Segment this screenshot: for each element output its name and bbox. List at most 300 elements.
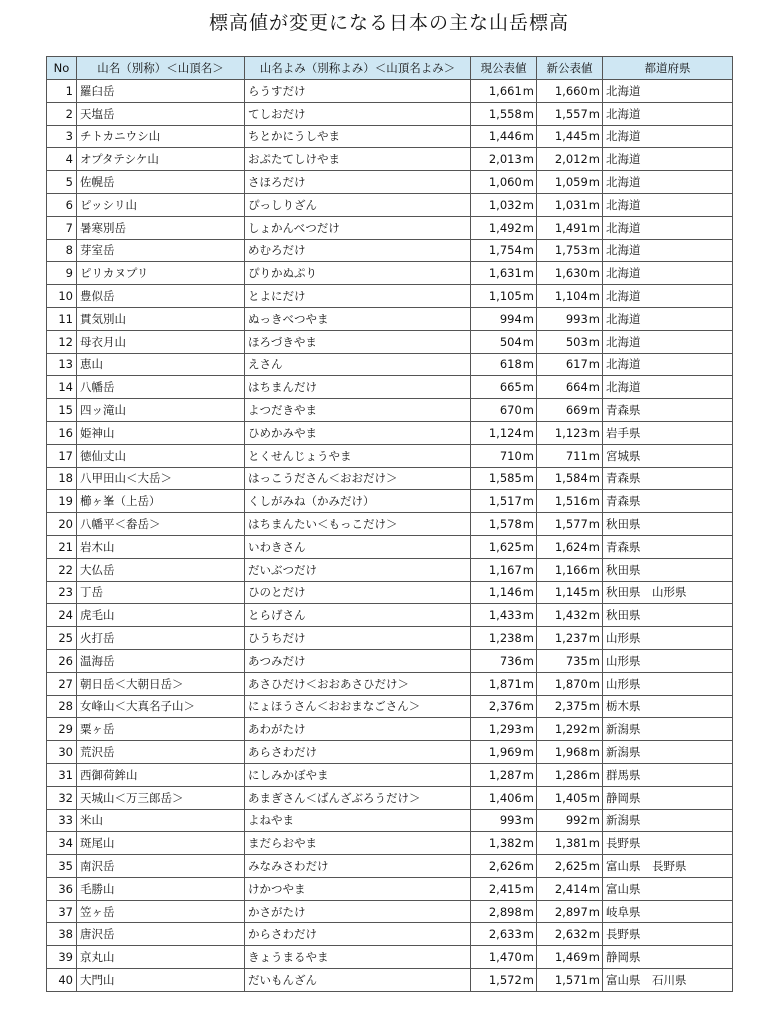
unit-label: m <box>588 334 600 349</box>
current-elevation <box>471 444 537 467</box>
table-row <box>47 148 733 171</box>
prefecture: 新潟県 <box>603 741 733 764</box>
row-no: 6 <box>47 193 77 216</box>
current-elevation <box>471 421 537 444</box>
new-elevation-value: 1,577 <box>554 517 588 532</box>
current-elevation <box>471 148 537 171</box>
table-row <box>47 125 733 148</box>
row-no: 7 <box>47 216 77 239</box>
mountain-name: 唐沢岳 <box>77 923 245 946</box>
unit-label: m <box>522 562 534 577</box>
table-row <box>47 376 733 399</box>
unit-label: m <box>588 220 600 235</box>
unit-label: m <box>522 858 534 873</box>
table-row <box>47 330 733 353</box>
mountain-name: 徳仙丈山 <box>77 444 245 467</box>
mountain-reading: あわがたけ <box>245 718 471 741</box>
mountain-reading: あつみだけ <box>245 649 471 672</box>
unit-label: m <box>588 790 600 805</box>
current-elevation <box>471 877 537 900</box>
unit-label: m <box>522 836 534 851</box>
current-elevation <box>471 467 537 490</box>
prefecture: 山形県 <box>603 627 733 650</box>
current-elevation-value: 1,287 <box>488 767 522 782</box>
new-elevation <box>537 535 603 558</box>
row-no: 35 <box>47 855 77 878</box>
unit-label: m <box>588 972 600 987</box>
prefecture: 秋田県 <box>603 604 733 627</box>
unit-label: m <box>522 243 534 258</box>
current-elevation-value: 710 <box>499 448 522 463</box>
table-row <box>47 102 733 125</box>
current-elevation <box>471 171 537 194</box>
table-row <box>47 946 733 969</box>
row-no: 25 <box>47 627 77 650</box>
prefecture: 新潟県 <box>603 809 733 832</box>
table-row <box>47 604 733 627</box>
mountain-name: 天塩岳 <box>77 102 245 125</box>
new-elevation <box>537 399 603 422</box>
unit-label: m <box>588 129 600 144</box>
row-no: 16 <box>47 421 77 444</box>
mountain-name: ピッシリ山 <box>77 193 245 216</box>
mountain-name: 女峰山＜大真名子山＞ <box>77 695 245 718</box>
mountain-name: 羅臼岳 <box>77 80 245 103</box>
current-elevation <box>471 832 537 855</box>
mountain-name: 姫神山 <box>77 421 245 444</box>
row-no: 14 <box>47 376 77 399</box>
mountain-reading: えさん <box>245 353 471 376</box>
row-no: 31 <box>47 763 77 786</box>
prefecture: 静岡県 <box>603 946 733 969</box>
prefecture: 富山県 石川県 <box>603 969 733 992</box>
table-row <box>47 786 733 809</box>
current-elevation <box>471 809 537 832</box>
unit-label: m <box>522 175 534 190</box>
mountain-name: 豊似岳 <box>77 285 245 308</box>
header-name: 山名（別称）＜山頂名＞ <box>77 57 245 80</box>
mountain-name: 温海岳 <box>77 649 245 672</box>
unit-label: m <box>588 767 600 782</box>
mountain-reading: ちとかにうしやま <box>245 125 471 148</box>
mountain-name: 荒沢岳 <box>77 741 245 764</box>
mountain-name: ピリカヌプリ <box>77 262 245 285</box>
unit-label: m <box>588 585 600 600</box>
prefecture: 岩手県 <box>603 421 733 444</box>
mountain-reading: いわきさん <box>245 535 471 558</box>
mountain-name: 大門山 <box>77 969 245 992</box>
row-no: 4 <box>47 148 77 171</box>
current-elevation-value: 1,167 <box>488 562 522 577</box>
prefecture: 長野県 <box>603 832 733 855</box>
new-elevation-value: 1,123 <box>554 425 588 440</box>
current-elevation <box>471 627 537 650</box>
unit-label: m <box>588 539 600 554</box>
unit-label: m <box>588 631 600 646</box>
current-elevation <box>471 604 537 627</box>
current-elevation-value: 1,969 <box>488 745 522 759</box>
unit-label: m <box>522 881 534 896</box>
mountain-reading: あさひだけ＜おおあさひだけ＞ <box>245 672 471 695</box>
unit-label: m <box>588 608 600 623</box>
row-no: 1 <box>47 80 77 103</box>
mountain-reading: はちまんたい＜もっこだけ＞ <box>245 513 471 536</box>
unit-label: m <box>522 699 534 714</box>
mountain-reading: らうすだけ <box>245 80 471 103</box>
row-no: 9 <box>47 262 77 285</box>
mountain-name: チトカニウシ山 <box>77 125 245 148</box>
table-row <box>47 216 733 239</box>
unit-label: m <box>588 106 600 121</box>
new-elevation <box>537 809 603 832</box>
current-elevation <box>471 80 537 103</box>
current-elevation <box>471 946 537 969</box>
new-elevation <box>537 513 603 536</box>
new-elevation-value: 1,753 <box>554 243 588 258</box>
current-elevation <box>471 558 537 581</box>
current-elevation-value: 1,238 <box>488 631 522 646</box>
row-no: 32 <box>47 786 77 809</box>
new-elevation-value: 1,491 <box>554 220 588 235</box>
new-elevation <box>537 102 603 125</box>
mountain-reading: ぴっしりざん <box>245 193 471 216</box>
new-elevation-value: 1,630 <box>554 266 588 281</box>
new-elevation <box>537 855 603 878</box>
prefecture: 北海道 <box>603 148 733 171</box>
new-elevation <box>537 80 603 103</box>
unit-label: m <box>522 197 534 212</box>
new-elevation <box>537 786 603 809</box>
new-elevation-value: 617 <box>565 357 588 372</box>
current-elevation-value: 665 <box>499 380 522 395</box>
new-elevation <box>537 353 603 376</box>
prefecture: 北海道 <box>603 239 733 262</box>
new-elevation-value: 1,557 <box>554 106 588 121</box>
mountain-name: 毛勝山 <box>77 877 245 900</box>
mountain-reading: よつだきやま <box>245 399 471 422</box>
table-row <box>47 467 733 490</box>
unit-label: m <box>522 722 534 737</box>
unit-label: m <box>522 83 534 98</box>
current-elevation <box>471 513 537 536</box>
current-elevation <box>471 102 537 125</box>
mountain-reading: ぬっきべつやま <box>245 307 471 330</box>
unit-label: m <box>588 745 600 759</box>
mountain-reading: さほろだけ <box>245 171 471 194</box>
mountain-reading: だいもんざん <box>245 969 471 992</box>
mountain-reading: かさがたけ <box>245 900 471 923</box>
table-row <box>47 535 733 558</box>
current-elevation <box>471 239 537 262</box>
new-elevation-value: 2,897 <box>554 904 588 919</box>
new-elevation <box>537 421 603 444</box>
header-no: No <box>47 57 77 80</box>
unit-label: m <box>588 517 600 532</box>
row-no: 19 <box>47 490 77 513</box>
row-no: 34 <box>47 832 77 855</box>
unit-label: m <box>522 129 534 144</box>
table-row <box>47 513 733 536</box>
row-no: 12 <box>47 330 77 353</box>
prefecture: 長野県 <box>603 923 733 946</box>
new-elevation-value: 1,445 <box>554 129 588 144</box>
header-yomi: 山名よみ（別称よみ）＜山頂名よみ＞ <box>245 57 471 80</box>
prefecture: 富山県 長野県 <box>603 855 733 878</box>
table-row <box>47 969 733 992</box>
unit-label: m <box>522 745 534 759</box>
prefecture: 群馬県 <box>603 763 733 786</box>
table-row <box>47 399 733 422</box>
prefecture: 北海道 <box>603 307 733 330</box>
mountain-name: 四ッ滝山 <box>77 399 245 422</box>
table-row <box>47 627 733 650</box>
new-elevation-value: 1,469 <box>554 950 588 965</box>
table-row <box>47 809 733 832</box>
unit-label: m <box>522 152 534 167</box>
prefecture: 北海道 <box>603 262 733 285</box>
new-elevation-value: 2,375 <box>554 699 588 714</box>
unit-label: m <box>522 106 534 121</box>
mountain-name: 櫛ヶ峯（上岳） <box>77 490 245 513</box>
current-elevation <box>471 307 537 330</box>
new-elevation <box>537 262 603 285</box>
mountain-name: オプタテシケ山 <box>77 148 245 171</box>
table-row <box>47 262 733 285</box>
unit-label: m <box>588 403 600 418</box>
unit-label: m <box>588 197 600 212</box>
unit-label: m <box>522 357 534 372</box>
new-elevation-value: 1,516 <box>554 494 588 509</box>
mountain-name: 天城山＜万三郎岳＞ <box>77 786 245 809</box>
unit-label: m <box>522 471 534 486</box>
current-elevation-value: 1,871 <box>488 676 522 691</box>
mountain-reading: とくせんじょうやま <box>245 444 471 467</box>
prefecture: 青森県 <box>603 535 733 558</box>
current-elevation-value: 1,470 <box>488 950 522 965</box>
current-elevation <box>471 399 537 422</box>
prefecture: 北海道 <box>603 285 733 308</box>
mountain-name: 岩木山 <box>77 535 245 558</box>
current-elevation <box>471 376 537 399</box>
prefecture: 岐阜県 <box>603 900 733 923</box>
unit-label: m <box>588 813 600 828</box>
table-row <box>47 285 733 308</box>
table-row <box>47 193 733 216</box>
row-no: 20 <box>47 513 77 536</box>
current-elevation <box>471 969 537 992</box>
unit-label: m <box>522 539 534 554</box>
new-elevation <box>537 330 603 353</box>
table-row <box>47 307 733 330</box>
unit-label: m <box>588 357 600 372</box>
current-elevation-value: 1,492 <box>488 220 522 235</box>
current-elevation-value: 670 <box>499 403 522 418</box>
mountain-reading: てしおだけ <box>245 102 471 125</box>
unit-label: m <box>588 448 600 463</box>
prefecture: 北海道 <box>603 353 733 376</box>
current-elevation-value: 1,293 <box>488 722 522 737</box>
new-elevation <box>537 216 603 239</box>
unit-label: m <box>522 631 534 646</box>
unit-label: m <box>522 585 534 600</box>
unit-label: m <box>588 266 600 281</box>
header-prefecture: 都道府県 <box>603 57 733 80</box>
current-elevation-value: 2,633 <box>488 927 522 942</box>
current-elevation <box>471 786 537 809</box>
row-no: 15 <box>47 399 77 422</box>
unit-label: m <box>522 767 534 782</box>
row-no: 40 <box>47 969 77 992</box>
new-elevation-value: 2,012 <box>554 152 588 167</box>
prefecture: 秋田県 山形県 <box>603 581 733 604</box>
unit-label: m <box>588 699 600 714</box>
new-elevation-value: 2,414 <box>554 881 588 896</box>
mountain-reading: ひうちだけ <box>245 627 471 650</box>
new-elevation <box>537 627 603 650</box>
current-elevation-value: 618 <box>499 357 522 372</box>
current-elevation-value: 1,517 <box>488 494 522 509</box>
prefecture: 北海道 <box>603 125 733 148</box>
new-elevation-value: 1,968 <box>554 745 588 759</box>
unit-label: m <box>522 494 534 509</box>
new-elevation <box>537 376 603 399</box>
unit-label: m <box>522 220 534 235</box>
row-no: 18 <box>47 467 77 490</box>
unit-label: m <box>522 448 534 463</box>
new-elevation <box>537 900 603 923</box>
mountain-name: 大仏岳 <box>77 558 245 581</box>
mountain-name: 暑寒別岳 <box>77 216 245 239</box>
new-elevation-value: 1,660 <box>554 83 588 98</box>
new-elevation-value: 1,145 <box>554 585 588 600</box>
current-elevation <box>471 581 537 604</box>
current-elevation <box>471 193 537 216</box>
new-elevation-value: 992 <box>565 813 588 828</box>
mountain-reading: からさわだけ <box>245 923 471 946</box>
new-elevation-value: 1,624 <box>554 539 588 554</box>
table-row <box>47 741 733 764</box>
new-elevation-value: 1,237 <box>554 631 588 646</box>
current-elevation-value: 1,032 <box>488 197 522 212</box>
new-elevation <box>537 581 603 604</box>
prefecture: 静岡県 <box>603 786 733 809</box>
new-elevation-value: 1,381 <box>554 836 588 851</box>
unit-label: m <box>588 471 600 486</box>
unit-label: m <box>588 858 600 873</box>
current-elevation-value: 1,146 <box>488 585 522 600</box>
mountain-name: 西御荷鉾山 <box>77 763 245 786</box>
new-elevation-value: 1,104 <box>554 289 588 304</box>
prefecture: 山形県 <box>603 672 733 695</box>
unit-label: m <box>588 676 600 691</box>
unit-label: m <box>522 608 534 623</box>
unit-label: m <box>522 380 534 395</box>
prefecture: 青森県 <box>603 399 733 422</box>
mountain-reading: ひのとだけ <box>245 581 471 604</box>
unit-label: m <box>522 289 534 304</box>
current-elevation-value: 994 <box>499 311 522 326</box>
mountain-reading: はっこうださん＜おおだけ＞ <box>245 467 471 490</box>
current-elevation <box>471 490 537 513</box>
row-no: 11 <box>47 307 77 330</box>
mountain-reading: まだらおやま <box>245 832 471 855</box>
unit-label: m <box>588 904 600 919</box>
table-row <box>47 353 733 376</box>
new-elevation-value: 711 <box>565 448 588 463</box>
mountain-name: 恵山 <box>77 353 245 376</box>
new-elevation <box>537 307 603 330</box>
row-no: 28 <box>47 695 77 718</box>
prefecture: 富山県 <box>603 877 733 900</box>
prefecture: 北海道 <box>603 171 733 194</box>
current-elevation-value: 993 <box>499 813 522 828</box>
page-title: 標高値が変更になる日本の主な山岳標高 <box>208 12 569 34</box>
new-elevation <box>537 832 603 855</box>
row-no: 8 <box>47 239 77 262</box>
new-elevation <box>537 946 603 969</box>
table-row <box>47 80 733 103</box>
prefecture: 北海道 <box>603 376 733 399</box>
prefecture: 秋田県 <box>603 558 733 581</box>
mountain-name: 朝日岳＜大朝日岳＞ <box>77 672 245 695</box>
current-elevation-value: 1,578 <box>488 517 522 532</box>
unit-label: m <box>588 311 600 326</box>
unit-label: m <box>588 653 600 668</box>
current-elevation-value: 1,382 <box>488 836 522 851</box>
row-no: 17 <box>47 444 77 467</box>
row-no: 29 <box>47 718 77 741</box>
table-row <box>47 855 733 878</box>
current-elevation <box>471 741 537 764</box>
unit-label: m <box>522 950 534 965</box>
unit-label: m <box>522 813 534 828</box>
mountain-name: 芽室岳 <box>77 239 245 262</box>
mountain-reading: はちまんだけ <box>245 376 471 399</box>
table-row <box>47 421 733 444</box>
new-elevation <box>537 285 603 308</box>
mountain-reading: あまぎさん＜ばんざぶろうだけ＞ <box>245 786 471 809</box>
current-elevation <box>471 330 537 353</box>
current-elevation-value: 1,631 <box>488 266 522 281</box>
mountain-reading: とよにだけ <box>245 285 471 308</box>
new-elevation-value: 503 <box>565 334 588 349</box>
mountain-name: 米山 <box>77 809 245 832</box>
new-elevation-value: 1,571 <box>554 972 588 987</box>
new-elevation-value: 1,031 <box>554 197 588 212</box>
current-elevation-value: 1,625 <box>488 539 522 554</box>
prefecture: 北海道 <box>603 216 733 239</box>
row-no: 10 <box>47 285 77 308</box>
mountain-name: 貫気別山 <box>77 307 245 330</box>
mountain-reading: あらさわだけ <box>245 741 471 764</box>
mountain-name: 丁岳 <box>77 581 245 604</box>
unit-label: m <box>588 380 600 395</box>
prefecture: 新潟県 <box>603 718 733 741</box>
row-no: 2 <box>47 102 77 125</box>
prefecture: 青森県 <box>603 467 733 490</box>
header-current: 現公表値 <box>471 57 537 80</box>
table-row <box>47 239 733 262</box>
prefecture: 青森県 <box>603 490 733 513</box>
row-no: 3 <box>47 125 77 148</box>
current-elevation-value: 736 <box>499 653 522 668</box>
unit-label: m <box>522 653 534 668</box>
new-elevation-value: 1,166 <box>554 562 588 577</box>
prefecture: 北海道 <box>603 193 733 216</box>
current-elevation <box>471 125 537 148</box>
unit-label: m <box>522 904 534 919</box>
current-elevation-value: 1,572 <box>488 972 522 987</box>
